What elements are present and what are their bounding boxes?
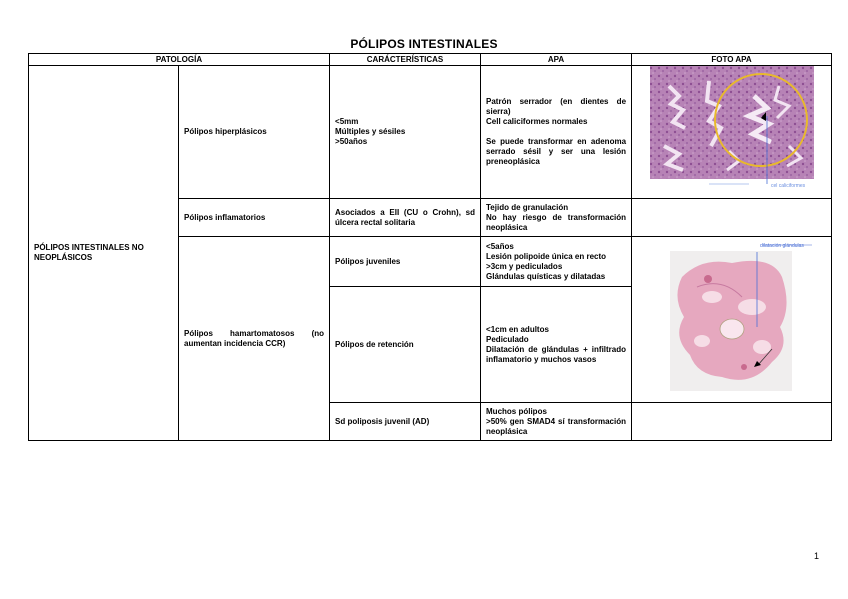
header-apa: APA [481,54,632,66]
header-foto-apa: FOTO APA [632,54,832,66]
pathology-name-text: Pólipos inflamatorios [184,212,266,222]
subtype-name-text: Pólipos de retención [335,339,414,349]
photo-cell-empty [632,403,832,441]
apa-line: Muchos pólipos [486,406,547,416]
apa-line: Pediculado [486,334,529,344]
page-title: PÓLIPOS INTESTINALES [350,37,498,51]
subtype-name-text: Sd poliposis juvenil (AD) [335,416,430,426]
pathology-name-text: Pólipos hamartomatosos (no aumentan incidencia CCR) [184,328,325,348]
apa-line: Dilatación de glándulas + infiltrado inflamatorio y muchos vasos [486,344,627,364]
apa-line: Se puede transformar en adenoma serrado sésil y ser una lesión preneoplásica [486,137,627,166]
photo-cell-empty [632,199,832,237]
characteristic-line: Múltiples y sésiles [335,127,406,136]
header-caracteristicas: CARÁCTERÍSTICAS [330,54,481,66]
characteristics-cell [330,66,481,199]
apa-cell [481,66,632,199]
subtype-name-text: Pólipos juveniles [335,256,401,266]
table-row [29,66,832,199]
histology-photo-juvenile-polyp [642,237,822,397]
apa-line: Cell caliciformes normales [486,117,588,126]
apa-line: <5años [486,241,514,251]
pathology-name-text: Pólipos hiperplásicos [184,127,267,136]
apa-line: >50% gen SMAD4 sí transformación neoplásica [486,416,627,436]
page-number: 1 [813,551,819,561]
group-label: PÓLIPOS INTESTINALES NO NEOPLÁSICOS [34,243,144,262]
header-patologia: PATOLOGÍA [29,54,330,66]
apa-line: Glándulas quísticas y dilatadas [486,271,606,281]
apa-line: Lesión polipoide única en recto [486,251,607,261]
apa-spacer [486,127,626,137]
polyps-table [28,53,832,441]
characteristic-line: <5mm [335,117,359,126]
pathology-name [179,199,330,237]
apa-cell [481,237,632,287]
apa-line: No hay riesgo de transformación neoplásica [486,212,627,232]
group-label-cell [29,66,179,441]
subtype-name [330,403,481,441]
photo-caption: cel caliciformes [770,183,805,189]
characteristics-cell [330,199,481,237]
characteristic-line: >50años [335,137,368,146]
subtype-name [330,237,481,287]
apa-cell [481,403,632,441]
pathology-name [179,66,330,199]
apa-line: >3cm y pediculados [486,261,563,271]
characteristic-line: Asociados a EII (CU o Crohn), sd úlcera rectal solitaria [335,207,476,227]
histology-photo-serrated [649,66,815,190]
apa-line: Patrón serrador (en dientes de sierra) [486,97,627,116]
photo-cell [632,237,832,403]
photo-cell [632,66,832,199]
apa-cell [481,287,632,403]
header-row [29,54,832,66]
apa-cell [481,199,632,237]
photo-caption: dilatación glándulas [759,243,804,249]
pathology-name [179,237,330,441]
apa-line: <1cm en adultos [486,324,549,334]
subtype-name [330,287,481,403]
apa-line: Tejido de granulación [486,202,569,212]
